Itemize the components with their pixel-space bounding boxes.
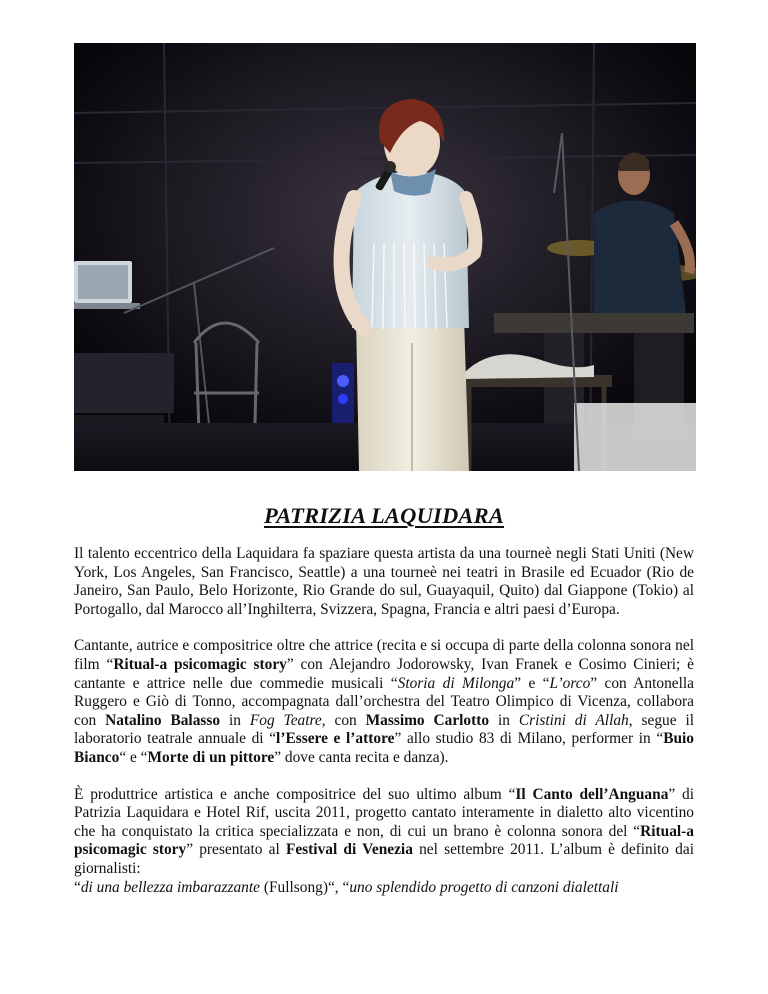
laptop-icon [74, 261, 140, 309]
paragraph-text: in [220, 711, 250, 729]
paragraph-text: ” e “ [514, 674, 550, 692]
page-title: PATRIZIA LAQUIDARA [263, 503, 505, 528]
paragraph-text: “ [74, 878, 81, 896]
paragraph-3 [74, 786, 694, 898]
paragraph-text: ” con Antonella Ruggero e Giò di Tonno, accompagnata dall’orchestra del Teatro Olimpico di Vicenza, collabora con [74, 674, 694, 729]
paragraph-text: ” di Patrizia Laquidara e Hotel Rif, uscita 2011, progetto cantato interamente in dialetto alto vicentino che ha conquistato la critica specializzata e non, di cui un brano è colonna sonora del “ [74, 785, 694, 840]
paragraph-1 [74, 545, 694, 619]
paragraph-text: “ e “ [119, 748, 148, 766]
paragraph-text: Il talento eccentrico della Laquidara fa spaziare questa artista da una tourneè negli Stati Uniti (New York, Los Angeles, San Francisco, Seattle) a una tourneè nei teatri in Brasile ed Ecuador (Rio de Janeiro, San Paulo, Belo Horizonte, Rio Grande do sul, Guayaquil, Quito) dal Giappone (Tokio) al Portogallo, dal Marocco all’Inghilterra, Svizzera, Spagna, Francia e altri paesi d’Europa. [74, 545, 694, 618]
paragraph-text: , con [321, 711, 366, 729]
paragraph-text: ” presentato al [186, 841, 286, 859]
film-title: Ritual-a psicomagic story [113, 655, 287, 673]
stage-photo [74, 43, 696, 471]
paragraph-text: , segue il laboratorio teatrale annuale di “ [74, 711, 694, 748]
workshop-title: l’Essere e l’attore [276, 730, 395, 748]
paragraph-text: (Fullsong)“, “ [259, 878, 350, 896]
stage-light [332, 363, 354, 423]
paragraph-text: ” dove canta recita e danza). [274, 748, 449, 766]
paragraph-text: ” con Alejandro Jodorowsky, Ivan Franek e Cosimo Cinieri; è cantante e attrice nelle due commedie musicali “ [74, 655, 694, 692]
paragraph-text: in [489, 711, 519, 729]
collaborator-name: Natalino Balasso [105, 711, 221, 729]
amp-left [74, 353, 174, 413]
press-quote: di una bellezza imbarazzante [80, 878, 260, 896]
paragraph-text: ” allo studio 83 di Milano, performer in “ [394, 730, 664, 748]
paragraph-text: È produttrice artistica e anche compositrice del suo ultimo album “ [74, 785, 516, 803]
performance-title: Morte di un pittore [147, 748, 275, 766]
musical-title: Storia di Milonga [397, 674, 515, 692]
show-title: Cristini di Allah [518, 711, 629, 729]
paragraph-2 [74, 637, 694, 767]
musical-title: L’orco [549, 674, 591, 692]
show-title: Fog Teatre [249, 711, 322, 729]
festival-name: Festival di Venezia [285, 841, 413, 859]
film-title: Ritual-a psicomagic story [74, 822, 694, 859]
monitor-right [574, 403, 696, 471]
performance-title: Buio Bianco [74, 730, 694, 766]
press-quote: uno splendido progetto di canzoni dialettali [349, 878, 619, 896]
collaborator-name: Massimo Carlotto [365, 711, 490, 729]
paragraph-text: nel settembre 2011. L’album è definito dai giornalisti: [74, 841, 694, 877]
album-title: Il Canto dell’Anguana [515, 785, 669, 803]
article-body [74, 545, 694, 897]
paragraph-text: Cantante, autrice e compositrice oltre che attrice (recita e si occupa di parte della colonna sonora nel film “ [74, 637, 694, 673]
